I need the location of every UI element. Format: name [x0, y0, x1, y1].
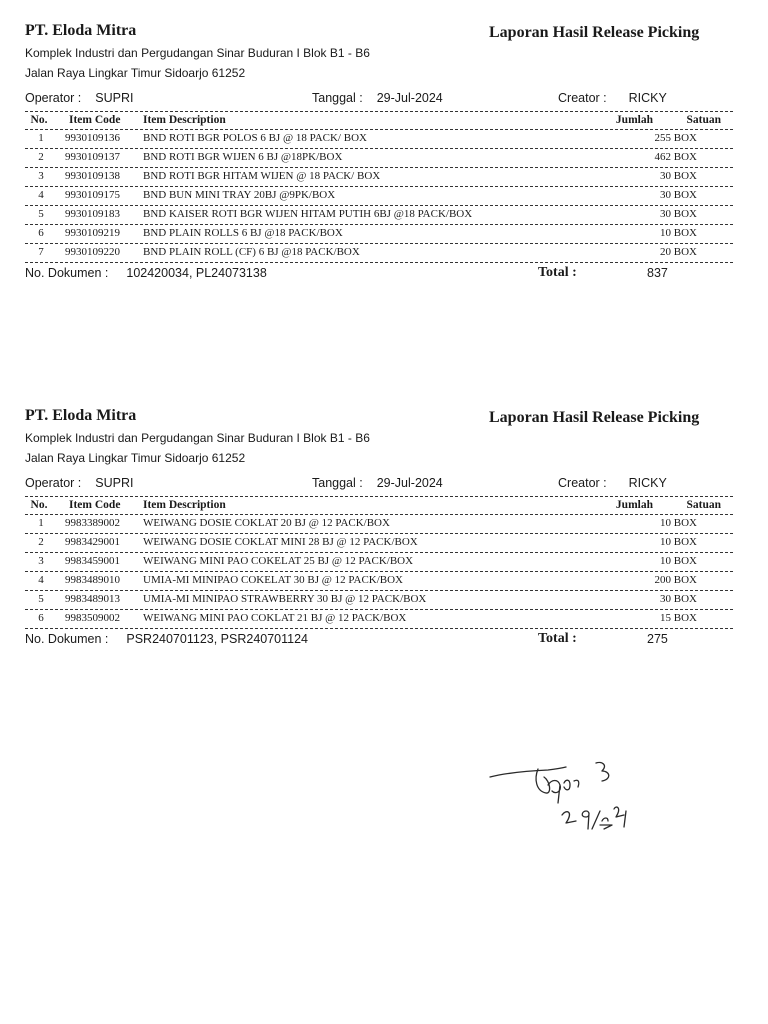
row-item-description: BND PLAIN ROLLS 6 BJ @18 PACK/BOX: [143, 227, 343, 239]
document-label: No. Dokumen :: [25, 266, 109, 280]
row-item-description: BND PLAIN ROLL (CF) 6 BJ @18 PACK/BOX: [143, 246, 360, 258]
row-item-code: 9983489010: [65, 574, 120, 586]
row-item-description: BND ROTI BGR HITAM WIJEN @ 18 PACK/ BOX: [143, 170, 381, 182]
row-item-code: 9930109136: [65, 132, 120, 144]
table-header: [25, 496, 733, 515]
row-item-code: 9930109138: [65, 170, 120, 182]
header-item-code: Item Code: [69, 114, 121, 126]
row-quantity-unit: 20 BOX: [660, 246, 697, 258]
row-no: 1: [38, 517, 44, 529]
table-row: [25, 244, 733, 263]
header-unit: Satuan: [686, 114, 721, 126]
table-row: [25, 553, 733, 572]
document-number: [25, 632, 308, 646]
row-quantity-unit: 30 BOX: [660, 170, 697, 182]
row-no: 7: [38, 246, 44, 258]
total-value: 275: [647, 632, 668, 646]
date-label: Tanggal :: [312, 476, 363, 490]
row-item-description: WEIWANG DOSIE COKLAT MINI 28 BJ @ 12 PACK/BOX: [143, 536, 418, 548]
row-quantity-unit: 200 BOX: [654, 574, 697, 586]
row-item-description: WEIWANG MINI PAO COKLAT 21 BJ @ 12 PACK/BOX: [143, 612, 407, 624]
table-row: [25, 149, 733, 168]
row-item-code: 9930109219: [65, 227, 120, 239]
row-quantity-unit: 30 BOX: [660, 208, 697, 220]
row-quantity-unit: 15 BOX: [660, 612, 697, 624]
header-quantity: Jumlah: [615, 114, 653, 126]
row-no: 3: [38, 555, 44, 567]
table-row: [25, 187, 733, 206]
row-item-description: UMIA-MI MINIPAO STRAWBERRY 30 BJ @ 12 PACK/BOX: [143, 593, 427, 605]
row-item-code: 9983459001: [65, 555, 120, 567]
handwritten-signature: [486, 755, 636, 845]
row-item-code: 9930109183: [65, 208, 120, 220]
header-item-description: Item Description: [143, 114, 226, 126]
table-row: [25, 572, 733, 591]
row-no: 4: [38, 574, 44, 586]
table-row: [25, 206, 733, 225]
total-value: 837: [647, 266, 668, 280]
row-no: 2: [38, 536, 44, 548]
row-item-code: 9930109137: [65, 151, 120, 163]
company-name: PT. Eloda Mitra: [25, 407, 137, 424]
row-no: 1: [38, 132, 44, 144]
row-no: 4: [38, 189, 44, 201]
document-label: No. Dokumen :: [25, 632, 109, 646]
operator-field: [25, 476, 133, 490]
operator-value: SUPRI: [95, 476, 134, 490]
company-name: PT. Eloda Mitra: [25, 22, 137, 39]
items-table: [25, 111, 733, 281]
creator-value: RICKY: [628, 476, 667, 490]
row-no: 2: [38, 151, 44, 163]
creator-label: Creator :: [558, 91, 607, 105]
row-no: 3: [38, 170, 44, 182]
row-quantity-unit: 10 BOX: [660, 517, 697, 529]
row-item-description: UMIA-MI MINIPAO COKELAT 30 BJ @ 12 PACK/BOX: [143, 574, 404, 586]
creator-value: RICKY: [628, 91, 667, 105]
table-row: [25, 610, 733, 629]
row-item-description: WEIWANG DOSIE COKLAT 20 BJ @ 12 PACK/BOX: [143, 517, 390, 529]
document-number: [25, 266, 267, 280]
row-item-code: 9983489013: [65, 593, 120, 605]
document-value: 102420034, PL24073138: [126, 266, 267, 280]
row-quantity-unit: 30 BOX: [660, 189, 697, 201]
header-no: No.: [30, 114, 48, 126]
table-row: [25, 534, 733, 553]
table-row: [25, 130, 733, 149]
row-item-code: 9983389002: [65, 517, 120, 529]
row-no: 6: [38, 612, 44, 624]
address-line-1: Komplek Industri dan Pergudangan Sinar Buduran I Blok B1 - B6: [25, 46, 370, 60]
row-item-code: 9930109175: [65, 189, 120, 201]
operator-value: SUPRI: [95, 91, 134, 105]
row-quantity-unit: 10 BOX: [660, 227, 697, 239]
header-quantity: Jumlah: [615, 499, 653, 511]
header-item-description: Item Description: [143, 499, 226, 511]
address-line-1: Komplek Industri dan Pergudangan Sinar Buduran I Blok B1 - B6: [25, 431, 370, 445]
creator-field: [558, 91, 667, 105]
date-label: Tanggal :: [312, 91, 363, 105]
row-quantity-unit: 10 BOX: [660, 536, 697, 548]
operator-label: Operator :: [25, 91, 82, 105]
date-value: 29-Jul-2024: [376, 91, 443, 105]
row-item-description: BND BUN MINI TRAY 20BJ @9PK/BOX: [143, 189, 336, 201]
table-row: [25, 168, 733, 187]
row-item-description: BND ROTI BGR WIJEN 6 BJ @18PK/BOX: [143, 151, 343, 163]
creator-field: [558, 476, 667, 490]
address-line-2: Jalan Raya Lingkar Timur Sidoarjo 61252: [25, 451, 246, 465]
table-footer: [25, 263, 733, 281]
row-item-description: WEIWANG MINI PAO COKELAT 25 BJ @ 12 PACK/BOX: [143, 555, 414, 567]
document-value: PSR240701123, PSR240701124: [126, 632, 309, 646]
report-title: Laporan Hasil Release Picking: [489, 24, 700, 41]
row-no: 5: [38, 208, 44, 220]
operator-label: Operator :: [25, 476, 82, 490]
table-header: [25, 111, 733, 130]
total-label: Total :: [538, 631, 577, 646]
operator-field: [25, 91, 133, 105]
date-field: [312, 91, 443, 105]
address-line-2: Jalan Raya Lingkar Timur Sidoarjo 61252: [25, 66, 246, 80]
date-value: 29-Jul-2024: [376, 476, 443, 490]
date-field: [312, 476, 443, 490]
row-item-description: BND KAISER ROTI BGR WIJEN HITAM PUTIH 6BJ @18 PACK/BOX: [143, 208, 473, 220]
row-quantity-unit: 30 BOX: [660, 593, 697, 605]
total-label: Total :: [538, 265, 577, 280]
row-item-code: 9983429001: [65, 536, 120, 548]
release-picking-report-2: [0, 401, 768, 701]
table-row: [25, 591, 733, 610]
header-unit: Satuan: [686, 499, 721, 511]
table-row: [25, 225, 733, 244]
row-quantity-unit: 255 BOX: [654, 132, 697, 144]
creator-label: Creator :: [558, 476, 607, 490]
report-title: Laporan Hasil Release Picking: [489, 409, 700, 426]
row-item-code: 9983509002: [65, 612, 120, 624]
header-no: No.: [30, 499, 48, 511]
row-no: 5: [38, 593, 44, 605]
header-item-code: Item Code: [69, 499, 121, 511]
row-item-code: 9930109220: [65, 246, 120, 258]
row-item-description: BND ROTI BGR POLOS 6 BJ @ 18 PACK/ BOX: [143, 132, 367, 144]
row-quantity-unit: 462 BOX: [654, 151, 697, 163]
items-table: [25, 496, 733, 647]
row-quantity-unit: 10 BOX: [660, 555, 697, 567]
table-row: [25, 515, 733, 534]
table-footer: [25, 629, 733, 647]
release-picking-report-1: [0, 16, 768, 316]
row-no: 6: [38, 227, 44, 239]
